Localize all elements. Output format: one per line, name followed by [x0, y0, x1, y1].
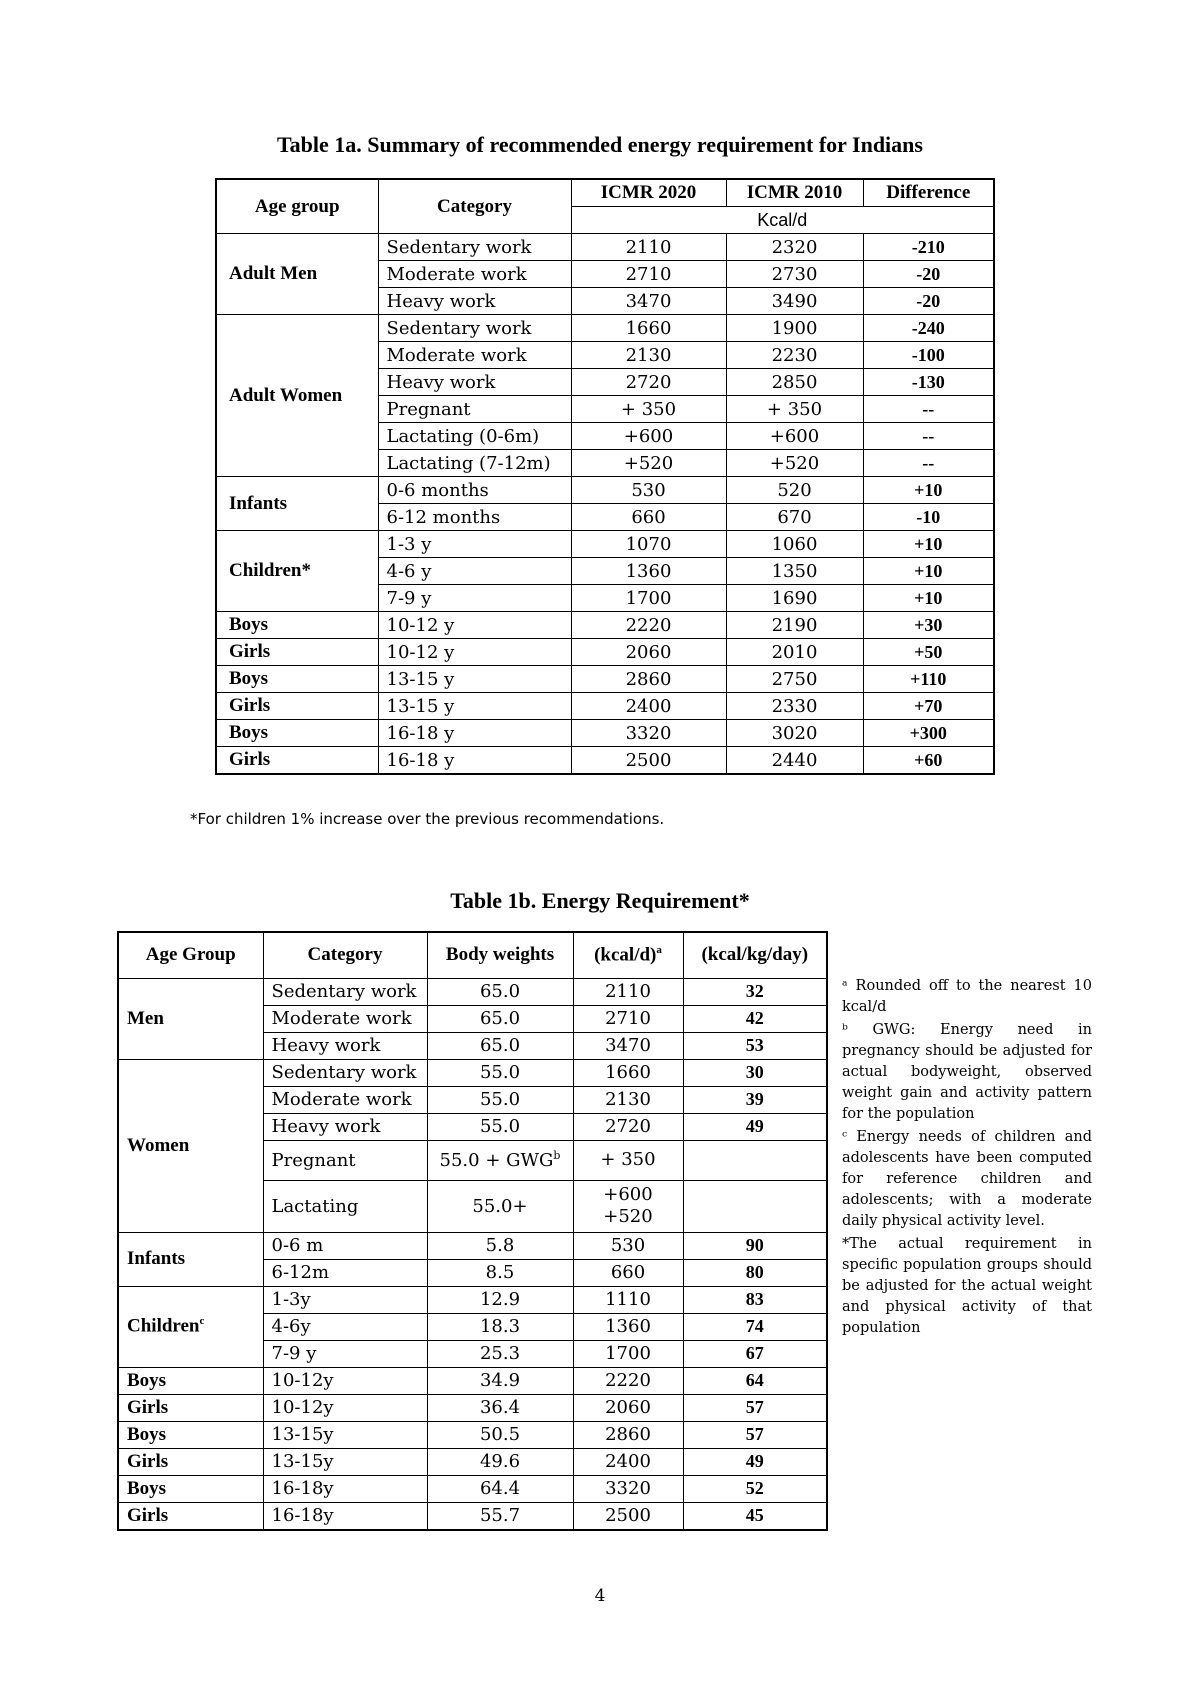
t1-icmr2020: +520 [571, 450, 726, 477]
t2-kcal-kg-day: 32 [683, 978, 827, 1005]
t1-icmr2010: 2230 [726, 342, 863, 369]
t1-icmr2020: 2110 [571, 234, 726, 261]
t1-category: 7-9 y [378, 585, 571, 612]
t1-age-group: Boys [216, 666, 378, 693]
t2-kcal-kg-day: 90 [683, 1232, 827, 1259]
t1-icmr2020: 2220 [571, 612, 726, 639]
t1-category: 13-15 y [378, 666, 571, 693]
t2-kcal-kg-day: 53 [683, 1032, 827, 1059]
t1-difference: +30 [863, 612, 994, 639]
table1a-title: Table 1a. Summary of recommended energy requirement for Indians [277, 132, 923, 157]
t2-age-group [118, 1232, 263, 1286]
side-note: ᵇ GWG: Energy need in pregnancy should be adjusted for actual bodyweight, observed weight gain and activity pattern for the population [842, 1022, 1092, 1122]
t2-header-age-group: Age Group [118, 932, 263, 978]
table-row [216, 234, 994, 261]
t2-body-weight [427, 1340, 573, 1367]
t1-difference: +300 [863, 720, 994, 747]
t1-icmr2020: 660 [571, 504, 726, 531]
t1-icmr2010: +520 [726, 450, 863, 477]
t1-difference: -20 [863, 288, 994, 315]
t2-age-group-name: Men [127, 1007, 164, 1029]
table-row [118, 1286, 827, 1313]
table-row [118, 978, 827, 1005]
t1-icmr2020: 2710 [571, 261, 726, 288]
t1-difference: +70 [863, 693, 994, 720]
t2-kcal-kg-day [683, 1180, 827, 1232]
t2-age-group-name: Girls [127, 1396, 169, 1418]
table1b-body [118, 978, 827, 1530]
table-row [216, 639, 994, 666]
table-row [216, 693, 994, 720]
t2-age-group-name: Boys [127, 1423, 167, 1445]
t1-icmr2010: 3490 [726, 288, 863, 315]
t2-kcal-d-value: + 350 [600, 1149, 656, 1170]
t2-kcal-d-value: 3320 [605, 1477, 651, 1499]
t2-body-weight-value: 55.0 [479, 1062, 521, 1083]
t2-kcal-d-value: 2500 [605, 1504, 651, 1526]
table-row [216, 477, 994, 504]
t2-kcal-d-value: 2860 [605, 1423, 651, 1445]
t2-kcal-d-value-2: +520 [603, 1206, 653, 1227]
t1-icmr2020: 2400 [571, 693, 726, 720]
t2-body-weight-value: 55.0 + GWG [439, 1150, 554, 1171]
t2-kcal-d [573, 1367, 683, 1394]
t1-difference: -- [863, 396, 994, 423]
t1-icmr2020: + 350 [571, 396, 726, 423]
t2-kcal-kg-day: 52 [683, 1475, 827, 1502]
t1-difference: +10 [863, 558, 994, 585]
table1b [117, 931, 828, 1531]
t2-body-weight-value: 34.9 [479, 1370, 521, 1391]
t1-category: 10-12 y [378, 612, 571, 639]
t2-body-weight-value: 64.4 [479, 1478, 521, 1499]
t1-icmr2020: 1700 [571, 585, 726, 612]
t1-category: Lactating (0-6m) [378, 423, 571, 450]
t2-body-weight-value: 55.0 [479, 1116, 521, 1137]
t2-body-weight [427, 1140, 573, 1180]
t1-category: Sedentary work [378, 315, 571, 342]
t2-kcal-d-value: 3470 [605, 1034, 651, 1056]
t2-body-weight-sup: b [553, 1149, 561, 1162]
t1-difference: -- [863, 423, 994, 450]
t2-kcal-kg-day: 30 [683, 1059, 827, 1086]
t1-category: 10-12 y [378, 639, 571, 666]
t2-body-weight [427, 1032, 573, 1059]
t2-kcal-d [573, 1086, 683, 1113]
table-row [118, 1475, 827, 1502]
t1-icmr2010: 2330 [726, 693, 863, 720]
t1-age-group: Adult Women [216, 315, 378, 477]
t2-category: 16-18y [263, 1502, 427, 1530]
t1-difference: +10 [863, 585, 994, 612]
t2-kcal-d [573, 1394, 683, 1421]
t1-icmr2010: 2750 [726, 666, 863, 693]
t2-kcal-d-value: 1700 [605, 1342, 651, 1364]
t1-header-category: Category [378, 179, 571, 234]
t2-kcal-kg-day: 67 [683, 1340, 827, 1367]
t1-age-group: Children* [216, 531, 378, 612]
t2-age-group-name: Women [127, 1134, 190, 1156]
t1-age-group: Adult Men [216, 234, 378, 315]
t1-difference: -20 [863, 261, 994, 288]
t1-icmr2010: 2730 [726, 261, 863, 288]
t1-difference: -- [863, 450, 994, 477]
table-row [118, 1367, 827, 1394]
t2-age-group-name: Boys [127, 1477, 167, 1499]
table1b-notes [842, 976, 1092, 1341]
t1-icmr2020: 1660 [571, 315, 726, 342]
t1-icmr2010: 670 [726, 504, 863, 531]
t2-kcal-d-value: 1110 [605, 1288, 651, 1310]
t1-difference: +60 [863, 747, 994, 775]
t2-body-weight [427, 1180, 573, 1232]
t2-kcal-d [573, 1005, 683, 1032]
t2-body-weight [427, 1286, 573, 1313]
t2-kcal-d [573, 1340, 683, 1367]
t1-difference: -210 [863, 234, 994, 261]
t2-header-body-weights: Body weights [427, 932, 573, 978]
t1-header-icmr2010: ICMR 2010 [726, 179, 863, 207]
t1-icmr2020: 1360 [571, 558, 726, 585]
table1a-body [216, 234, 994, 775]
side-note: ᶜ Energy needs of children and adolescents have been computed for reference children and adolescents; with a moderate daily physical activity level. [842, 1129, 1092, 1229]
t2-kcal-d [573, 1180, 683, 1232]
t1-header-age-group: Age group [216, 179, 378, 234]
t2-age-group-sup: c [199, 1315, 205, 1328]
t1-icmr2020: 2500 [571, 747, 726, 775]
t2-age-group-name: Girls [127, 1504, 169, 1526]
t1-icmr2020: 3470 [571, 288, 726, 315]
t2-body-weight-value: 5.8 [485, 1235, 515, 1256]
t2-kcal-d [573, 1475, 683, 1502]
t2-header-category: Category [263, 932, 427, 978]
side-note: *The actual requirement in specific population groups should be adjusted for the actual weight and physical activity of that population [842, 1236, 1092, 1336]
t1-difference: +50 [863, 639, 994, 666]
t2-header-kcal-d-text: (kcal/d) [594, 944, 657, 966]
t2-kcal-kg-day: 57 [683, 1394, 827, 1421]
t2-body-weight [427, 1059, 573, 1086]
t2-kcal-d-value: 1660 [605, 1061, 651, 1083]
t2-kcal-d [573, 1232, 683, 1259]
t2-kcal-d-value: +600 [603, 1184, 653, 1205]
t2-category: 0-6 m [263, 1232, 427, 1259]
t1-icmr2020: 2860 [571, 666, 726, 693]
t1-icmr2010: +600 [726, 423, 863, 450]
t2-body-weight-value: 8.5 [485, 1262, 515, 1283]
t2-kcal-d [573, 1448, 683, 1475]
t2-body-weight [427, 1394, 573, 1421]
t2-category: Sedentary work [263, 1059, 427, 1086]
table-row [118, 1421, 827, 1448]
t2-kcal-d-value: 1360 [605, 1315, 651, 1337]
t2-kcal-d [573, 1032, 683, 1059]
t2-kcal-kg-day: 49 [683, 1113, 827, 1140]
side-note: ᵃ Rounded off to the nearest 10 kcal/d [842, 978, 1092, 1015]
t2-kcal-d-value: 530 [610, 1234, 646, 1256]
t2-body-weight [427, 1313, 573, 1340]
table-row [216, 720, 994, 747]
t1-icmr2020: 2720 [571, 369, 726, 396]
t2-kcal-d-value: 2720 [605, 1115, 651, 1137]
t2-age-group-name: Infants [127, 1248, 186, 1269]
t2-category: 16-18y [263, 1475, 427, 1502]
t1-difference: -130 [863, 369, 994, 396]
t2-kcal-d-value: 2400 [605, 1450, 651, 1472]
t2-kcal-kg-day: 49 [683, 1448, 827, 1475]
table-row [118, 1394, 827, 1421]
t1-category: 13-15 y [378, 693, 571, 720]
t2-body-weight [427, 978, 573, 1005]
t2-category: Moderate work [263, 1005, 427, 1032]
t2-kcal-kg-day: 39 [683, 1086, 827, 1113]
t1-category: Moderate work [378, 342, 571, 369]
t1-header-icmr2020: ICMR 2020 [571, 179, 726, 207]
t2-age-group [118, 1367, 263, 1394]
t2-category: 13-15y [263, 1448, 427, 1475]
t1-icmr2010: 520 [726, 477, 863, 504]
t2-kcal-kg-day: 42 [683, 1005, 827, 1032]
t2-body-weight [427, 1113, 573, 1140]
table-row [118, 1448, 827, 1475]
table-row [118, 1059, 827, 1086]
t2-body-weight [427, 1086, 573, 1113]
t2-body-weight [427, 1448, 573, 1475]
t1-difference: -240 [863, 315, 994, 342]
t2-body-weight-value: 55.0+ [472, 1195, 528, 1217]
t2-kcal-d [573, 1059, 683, 1086]
t2-kcal-d-value: 2220 [605, 1369, 651, 1391]
t1-age-group: Girls [216, 693, 378, 720]
t2-kcal-d [573, 1140, 683, 1180]
t2-body-weight [427, 1259, 573, 1286]
t1-icmr2010: 2320 [726, 234, 863, 261]
table-row [118, 1232, 827, 1259]
t2-kcal-kg-day: 57 [683, 1421, 827, 1448]
t2-kcal-d [573, 1113, 683, 1140]
table-row [216, 747, 994, 775]
t2-category: Sedentary work [263, 978, 427, 1005]
t2-body-weight-value: 25.3 [479, 1343, 521, 1364]
t2-kcal-d [573, 1502, 683, 1530]
t1-difference: +110 [863, 666, 994, 693]
t1-category: 6-12 months [378, 504, 571, 531]
t1-category: 16-18 y [378, 747, 571, 775]
t1-difference: +10 [863, 477, 994, 504]
t2-age-group [118, 1059, 263, 1232]
t2-header-kcal-d [573, 932, 683, 978]
t2-category: Lactating [263, 1180, 427, 1232]
t2-age-group [118, 1421, 263, 1448]
t2-age-group [118, 1394, 263, 1421]
t2-body-weight [427, 1475, 573, 1502]
t2-kcal-d-value: 2110 [605, 980, 651, 1002]
t2-kcal-kg-day: 74 [683, 1313, 827, 1340]
t2-category: Heavy work [263, 1113, 427, 1140]
t2-body-weight-value: 50.5 [479, 1424, 521, 1445]
t2-body-weight-value: 12.9 [479, 1289, 521, 1310]
t1-icmr2020: 2060 [571, 639, 726, 666]
t2-category: Heavy work [263, 1032, 427, 1059]
t2-kcal-d-value: 2060 [605, 1396, 651, 1418]
t2-kcal-d [573, 1313, 683, 1340]
table-row [216, 612, 994, 639]
t1-age-group: Boys [216, 720, 378, 747]
t2-kcal-kg-day: 64 [683, 1367, 827, 1394]
t2-age-group [118, 1448, 263, 1475]
t1-category: Sedentary work [378, 234, 571, 261]
t2-age-group-name: Girls [127, 1450, 169, 1472]
t1-icmr2010: 1350 [726, 558, 863, 585]
t2-kcal-d [573, 978, 683, 1005]
t1-category: Pregnant [378, 396, 571, 423]
t1-category: Moderate work [378, 261, 571, 288]
table1a [215, 178, 995, 775]
t1-difference: -10 [863, 504, 994, 531]
t1-icmr2010: 2190 [726, 612, 863, 639]
t2-body-weight [427, 1421, 573, 1448]
t2-kcal-d-value: 2710 [605, 1007, 651, 1029]
table1a-footnote: *For children 1% increase over the previous recommendations. [190, 810, 665, 828]
t1-icmr2010: 1690 [726, 585, 863, 612]
t2-kcal-kg-day: 80 [683, 1259, 827, 1286]
t1-category: Lactating (7-12m) [378, 450, 571, 477]
t2-body-weight [427, 1005, 573, 1032]
t1-icmr2010: 2850 [726, 369, 863, 396]
table-row [216, 315, 994, 342]
table-row [216, 531, 994, 558]
t2-category: 6-12m [263, 1259, 427, 1286]
t1-category: Heavy work [378, 288, 571, 315]
t2-age-group-name: Children [127, 1315, 200, 1337]
t2-age-group-name: Boys [127, 1369, 167, 1391]
t2-header-kcal-d-sup: a [656, 944, 662, 957]
t2-body-weight-value: 65.0 [479, 1035, 521, 1056]
t2-category: 13-15y [263, 1421, 427, 1448]
t1-icmr2020: 3320 [571, 720, 726, 747]
table-row [118, 1502, 827, 1530]
t2-body-weight-value: 65.0 [479, 1008, 521, 1029]
t2-age-group [118, 1286, 263, 1367]
t1-category: 16-18 y [378, 720, 571, 747]
t1-icmr2010: + 350 [726, 396, 863, 423]
t1-icmr2010: 2440 [726, 747, 863, 775]
t1-icmr2010: 3020 [726, 720, 863, 747]
t1-icmr2010: 2010 [726, 639, 863, 666]
t2-kcal-d [573, 1421, 683, 1448]
t2-category: Moderate work [263, 1086, 427, 1113]
t1-icmr2020: 1070 [571, 531, 726, 558]
t1-category: 1-3 y [378, 531, 571, 558]
table1b-title: Table 1b. Energy Requirement* [450, 888, 750, 913]
t2-age-group [118, 978, 263, 1059]
table-row [216, 666, 994, 693]
t2-kcal-kg-day [683, 1140, 827, 1180]
t1-icmr2020: +600 [571, 423, 726, 450]
t2-body-weight-value: 55.0 [479, 1089, 521, 1110]
t1-icmr2020: 2130 [571, 342, 726, 369]
t1-header-difference: Difference [863, 179, 994, 207]
t2-kcal-d-value: 660 [610, 1261, 646, 1283]
t2-kcal-d-value: 2130 [605, 1088, 651, 1110]
t1-difference: -100 [863, 342, 994, 369]
t2-kcal-d [573, 1259, 683, 1286]
t2-category: 7-9 y [263, 1340, 427, 1367]
t2-body-weight [427, 1367, 573, 1394]
t1-age-group: Girls [216, 639, 378, 666]
t2-category: Pregnant [263, 1140, 427, 1180]
t2-category: 4-6y [263, 1313, 427, 1340]
page-number: 4 [594, 1586, 606, 1606]
t2-age-group [118, 1475, 263, 1502]
t1-age-group: Boys [216, 612, 378, 639]
t2-category: 10-12y [263, 1367, 427, 1394]
t2-body-weight [427, 1232, 573, 1259]
t2-body-weight [427, 1502, 573, 1530]
t2-kcal-d [573, 1286, 683, 1313]
t1-category: 4-6 y [378, 558, 571, 585]
t1-age-group: Infants [216, 477, 378, 531]
t1-icmr2010: 1900 [726, 315, 863, 342]
t2-body-weight-value: 49.6 [479, 1451, 521, 1472]
t1-category: 0-6 months [378, 477, 571, 504]
t2-category: 1-3y [263, 1286, 427, 1313]
t1-icmr2010: 1060 [726, 531, 863, 558]
t1-icmr2020: 530 [571, 477, 726, 504]
t2-kcal-kg-day: 83 [683, 1286, 827, 1313]
t2-age-group [118, 1502, 263, 1530]
t2-body-weight-value: 65.0 [479, 981, 521, 1002]
t2-category: 10-12y [263, 1394, 427, 1421]
t1-difference: +10 [863, 531, 994, 558]
t1-category: Heavy work [378, 369, 571, 396]
t2-body-weight-value: 55.7 [479, 1505, 521, 1526]
t2-body-weight-value: 36.4 [479, 1397, 521, 1418]
t1-age-group: Girls [216, 747, 378, 775]
t2-body-weight-value: 18.3 [479, 1316, 521, 1337]
t2-kcal-kg-day: 45 [683, 1502, 827, 1530]
t2-header-kcal-kg-day: (kcal/kg/day) [683, 932, 827, 978]
t1-header-unit: Kcal/d [571, 207, 994, 234]
